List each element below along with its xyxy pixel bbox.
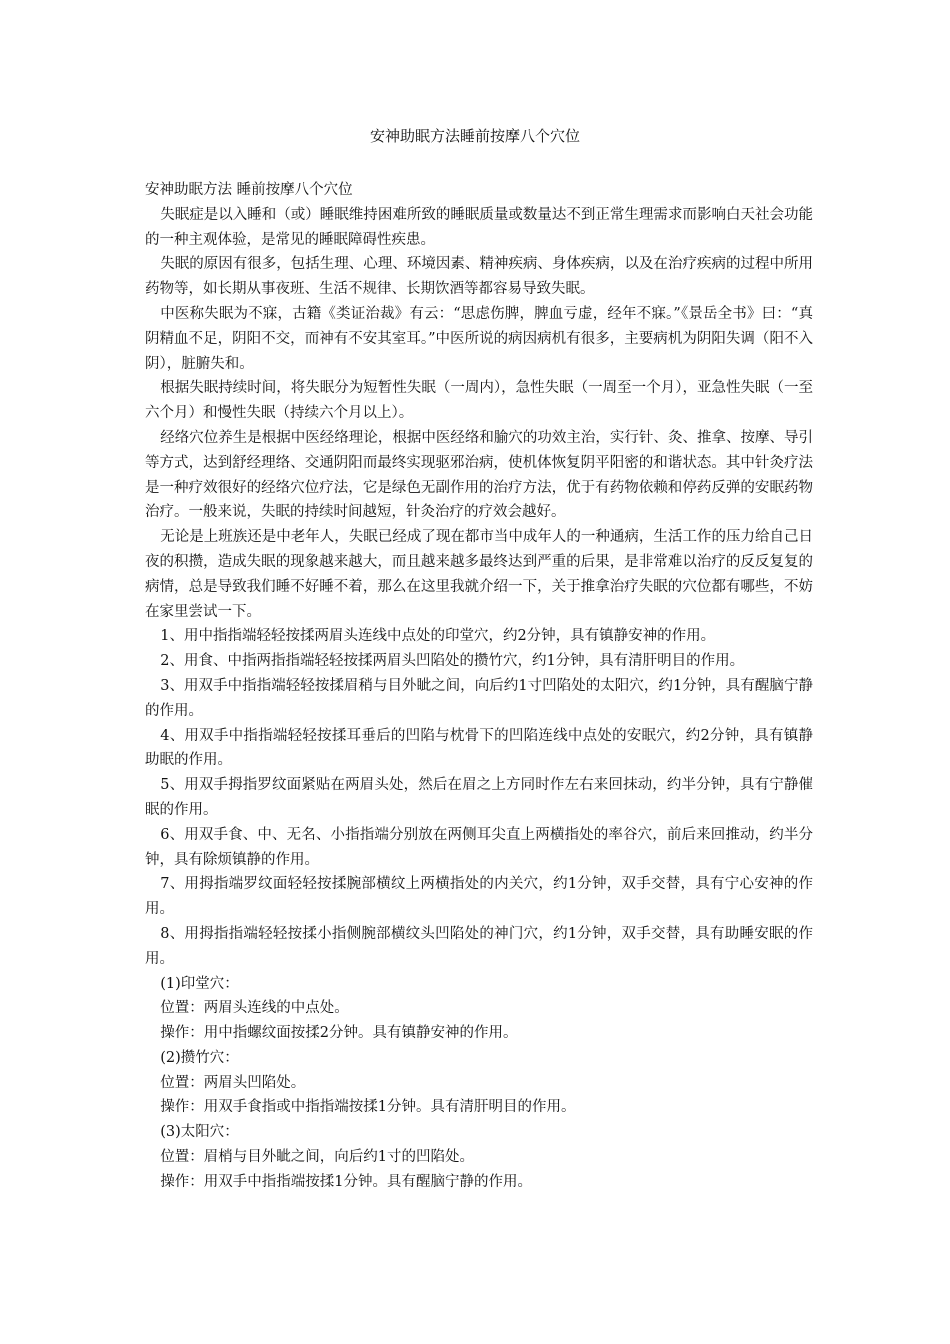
- document-title: 安神助眠方法睡前按摩八个穴位: [369, 127, 580, 145]
- acupoint-heading: (1)印堂穴：: [160, 975, 239, 992]
- acupoint-location: 位置：两眉头连线的中点处。: [160, 1000, 349, 1017]
- paragraph: 无论是上班族还是中老年人，失眠已经成了现在都市当中成年人的一种通病，生活工作的压力给自己日夜的积攒，造成失眠的现象越来越大，而且越来越多最终达到严重的后果，是非常难以治疗的反反复复的病情，总是导致我们睡不好睡不着，那么在这里我就介绍一下，关于推拿治疗失眠的穴位都有哪些，不妨在家里尝试一下。: [145, 529, 813, 620]
- acupoint-heading: (2)攒竹穴：: [160, 1049, 239, 1066]
- massage-step: 4、用双手中指指端轻轻按揉耳垂后的凹陷与枕骨下的凹陷连线中点处的安眠穴，约2分钟，具有镇静助眠的作用。: [145, 727, 813, 769]
- paragraph: 根据失眠持续时间，将失眠分为短暂性失眠（一周内），急性失眠（一周至一个月），亚急性失眠（一至六个月）和慢性失眠（持续六个月以上）。: [145, 380, 813, 422]
- acupoint-operation: 操作：用双手中指指端按揉1分钟。具有醒脑宁静的作用。: [160, 1173, 532, 1190]
- paragraph: 失眠的原因有很多，包括生理、心理、环境因素、精神疾病、身体疾病，以及在治疗疾病的过程中所用药物等，如长期从事夜班、生活不规律、长期饮酒等都容易导致失眠。: [145, 256, 813, 298]
- paragraph: 失眠症是以入睡和（或）睡眠维持困难所致的睡眠质量或数量达不到正常生理需求而影响白天社会功能的一种主观体验，是常见的睡眠障碍性疾患。: [145, 206, 813, 248]
- acupoint-operation: 操作：用双手食指或中指指端按揉1分钟。具有清肝明目的作用。: [160, 1099, 576, 1116]
- acupoint-operation: 操作：用中指螺纹面按揉2分钟。具有镇静安神的作用。: [160, 1025, 518, 1042]
- paragraph: 中医称失眠为不寐，古籍《类证治裁》有云：“思虑伤脾，脾血亏虚，经年不寐。”《景岳全书》曰：“真阴精血不足，阴阳不交，而神有不安其室耳。”中医所说的病因病机有很多，主要病机为阴阳失调（阳不入阴），脏腑失和。: [145, 305, 813, 372]
- document-body: [145, 178, 813, 1195]
- acupoint-location: 位置：眉梢与目外眦之间，向后约1寸的凹陷处。: [160, 1149, 474, 1166]
- massage-step: 7、用拇指端罗纹面轻轻按揉腕部横纹上两横指处的内关穴，约1分钟，双手交替，具有宁心安神的作用。: [145, 876, 813, 918]
- massage-step: 1、用中指指端轻轻按揉两眉头连线中点处的印堂穴，约2分钟，具有镇静安神的作用。: [160, 628, 716, 645]
- acupoint-location: 位置：两眉头凹陷处。: [160, 1074, 306, 1091]
- document-subtitle: 安神助眠方法 睡前按摩八个穴位: [145, 182, 353, 198]
- massage-step: 5、用双手拇指罗纹面紧贴在两眉头处，然后在眉之上方同时作左右来回抹动，约半分钟，具有宁静催眠的作用。: [145, 777, 813, 818]
- acupoint-heading: (3)太阳穴：: [160, 1124, 239, 1141]
- massage-step: 3、用双手中指指端轻轻按揉眉稍与目外眦之间，向后约1寸凹陷处的太阳穴，约1分钟，具有醒脑宁静的作用。: [145, 677, 813, 719]
- massage-step: 8、用拇指指端轻轻按揉小指侧腕部横纹头凹陷处的神门穴，约1分钟，双手交替，具有助睡安眠的作用。: [145, 925, 813, 967]
- paragraph: 经络穴位养生是根据中医经络理论，根据中医经络和腧穴的功效主治，实行针、灸、推拿、按摩、导引等方式，达到舒经理络、交通阴阳而最终实现驱邪治病，使机体恢复阴平阳密的和谐状态。其中针灸疗法是一种疗效很好的经络穴位疗法，它是绿色无副作用的治疗方法，优于有药物依赖和停药反弹的安眠药物治疗。一般来说，失眠的持续时间越短，针灸治疗的疗效会越好。: [145, 429, 813, 521]
- massage-step: 6、用双手食、中、无名、小指指端分别放在两侧耳尖直上两横指处的率谷穴，前后来回推动，约半分钟，具有除烦镇静的作用。: [145, 826, 813, 868]
- massage-step: 2、用食、中指两指指端轻轻按揉两眉头凹陷处的攒竹穴，约1分钟，具有清肝明目的作用。: [160, 653, 745, 670]
